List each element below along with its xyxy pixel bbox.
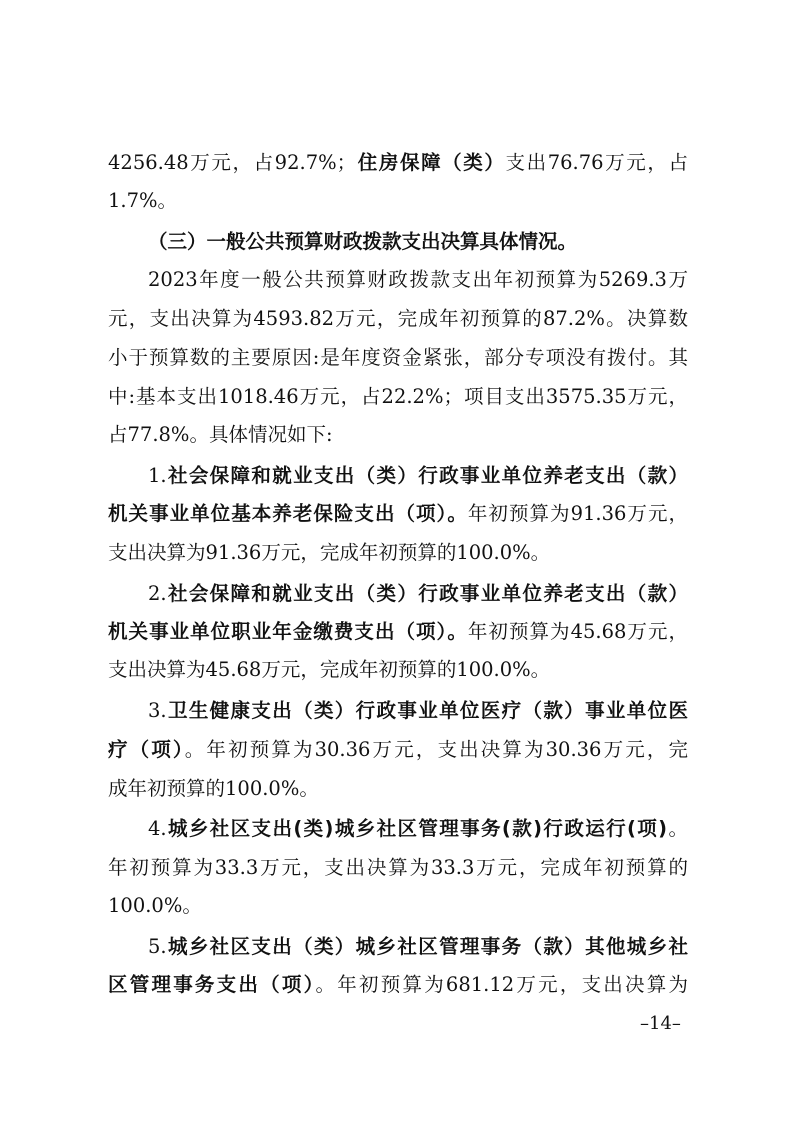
body-line	[108, 418, 688, 452]
line-text: 。年初预算为681.12万元，支出决算为	[315, 973, 688, 996]
item-number: 2.	[148, 582, 167, 605]
bold-heading: 卫生健康支出（类）行政事业单位医疗（款）事业单位医	[166, 699, 688, 722]
bold-heading: 疗（项）	[108, 738, 185, 761]
page-number: –14–	[640, 1013, 681, 1034]
bold-heading: 社会保障和就业支出（类）行政事业单位养老支出（款）	[166, 582, 688, 605]
bold-heading: 社会保障和就业支出（类）行政事业单位养老支出（款）	[166, 464, 688, 487]
line-text: 。年初预算为30.36万元，支出决算为30.36万元，完	[184, 738, 688, 761]
line-text: 成年初预算的100.0%。	[108, 777, 319, 800]
line-text: 4256.48万元，占92.7%；	[108, 151, 357, 174]
section-heading	[148, 225, 688, 259]
item-heading	[148, 812, 688, 846]
body-line	[108, 889, 688, 923]
body-line	[108, 497, 688, 531]
line-text: 支出决算为91.36万元，完成年初预算的100.0%。	[108, 541, 551, 564]
line-text: 支出76.76万元，占	[505, 151, 688, 174]
line-text: 元，支出决算为4593.82万元，完成年初预算的87.2%。决算数	[108, 307, 688, 330]
body-line	[108, 536, 688, 570]
line-text: 年初预算为33.3万元，支出决算为33.3万元，完成年初预算的	[108, 856, 688, 879]
item-number: 5.	[148, 935, 167, 958]
body-line	[108, 968, 688, 1002]
item-heading	[148, 577, 688, 611]
bold-heading: 城乡社区支出（类）城乡社区管理事务（款）其他城乡社	[166, 935, 688, 958]
item-number: 1.	[148, 464, 167, 487]
body-line	[108, 341, 688, 375]
line-text: 100.0%。	[108, 894, 202, 917]
body-line	[108, 146, 688, 180]
line-text: 中:基本支出1018.46万元，占22.2%；项目支出3575.35万元，	[108, 385, 688, 408]
item-heading	[148, 459, 688, 493]
body-line	[108, 302, 688, 336]
line-text: 年初预算为91.36万元，	[467, 502, 688, 525]
body-line	[108, 733, 688, 767]
bold-heading: 机关事业单位职业年金缴费支出（项）。	[108, 620, 468, 643]
line-text: 2023年度一般公共预算财政拨款支出年初预算为5269.3万	[148, 268, 688, 291]
body-line	[108, 615, 688, 649]
body-line	[108, 851, 688, 885]
body-line	[108, 184, 688, 218]
section-title: （三）一般公共预算财政拨款支出决算具体情况。	[148, 230, 578, 253]
body-line	[108, 772, 688, 806]
bold-heading: 城乡社区支出(类)城乡社区管理事务(款)行政运行(项)	[166, 817, 668, 840]
line-text: 支出决算为45.68万元，完成年初预算的100.0%。	[108, 658, 551, 681]
line-text: 年初预算为45.68万元，	[467, 620, 688, 643]
line-text: 1.7%。	[108, 189, 178, 212]
line-text: 小于预算数的主要原因:是年度资金紧张，部分专项没有拨付。其	[108, 346, 688, 369]
item-heading	[148, 930, 688, 964]
bold-heading: 住房保障（类）	[356, 151, 506, 174]
line-text: 占77.8%。具体情况如下:	[108, 423, 333, 446]
line-text: 。	[667, 817, 688, 840]
item-heading	[148, 694, 688, 728]
bold-heading: 机关事业单位基本养老保险支出（项）。	[108, 502, 468, 525]
item-number: 3.	[148, 699, 167, 722]
body-line	[108, 380, 688, 414]
item-number: 4.	[148, 817, 167, 840]
body-line	[148, 263, 688, 297]
bold-heading: 区管理事务支出（项）	[108, 973, 316, 996]
body-line	[108, 653, 688, 687]
